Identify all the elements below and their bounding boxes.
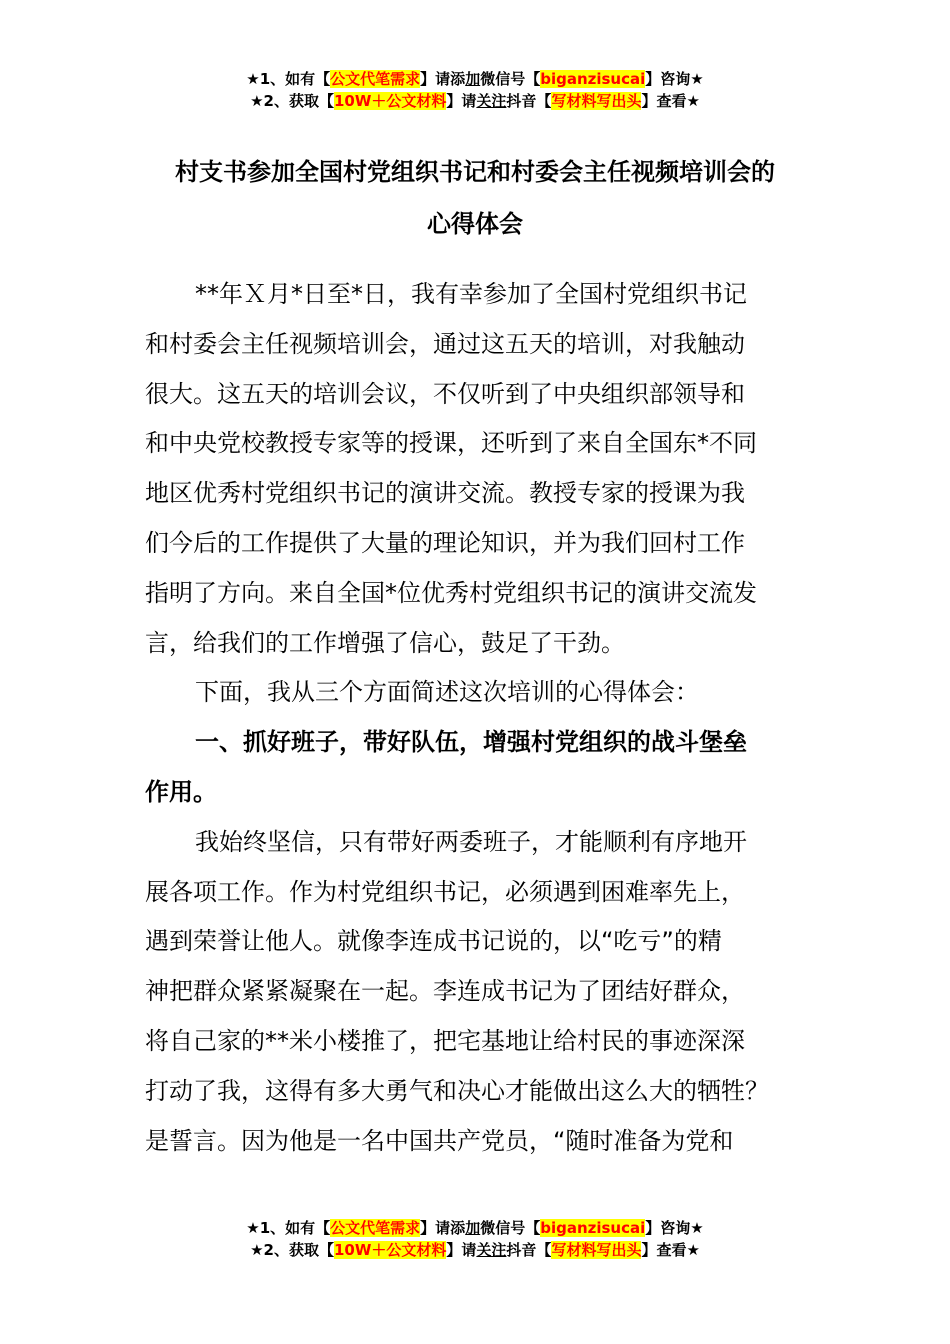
highlight-wechat-id: biganzisucai bbox=[540, 70, 646, 88]
banner-line-2: ★2、获取【10W＋公文材料】请关注抖音【写材料写出头】查看★ bbox=[250, 1241, 700, 1259]
section-heading: 一、抓好班子，带好队伍，增强村党组织的战斗堡垒 bbox=[195, 728, 747, 757]
body-line: 言，给我们的工作增强了信心，鼓足了干劲。 bbox=[145, 628, 625, 657]
section-heading-cont: 作用。 bbox=[145, 777, 217, 806]
title-line-2: 心得体会 bbox=[427, 210, 523, 238]
highlight-service: 公文代笔需求 bbox=[330, 1219, 421, 1237]
footer-banner bbox=[0, 1217, 950, 1261]
document-body bbox=[145, 270, 815, 1166]
body-line: 我始终坚信，只有带好两委班子，才能顺利有序地开 bbox=[195, 827, 747, 856]
banner-line-1: ★1、如有【公文代笔需求】请添加微信号【biganzisucai】咨询★ bbox=[246, 1219, 704, 1237]
body-line: 打动了我，这得有多大勇气和决心才能做出这么大的牺牲？ bbox=[145, 1076, 769, 1105]
highlight-materials: 10W＋公文材料 bbox=[333, 1241, 447, 1259]
body-line: **年Ｘ月*日至*日，我有幸参加了全国村党组织书记 bbox=[195, 280, 747, 308]
highlight-douyin: 写材料写出头 bbox=[551, 1241, 642, 1259]
body-line: 遇到荣誉让他人。就像李连成书记说的，以“吃亏”的精 bbox=[145, 927, 722, 956]
banner-line-2: ★2、获取【10W＋公文材料】请关注抖音【写材料写出头】查看★ bbox=[250, 92, 700, 110]
highlight-materials: 10W＋公文材料 bbox=[333, 92, 447, 110]
body-line: 地区优秀村党组织书记的演讲交流。教授专家的授课为我 bbox=[145, 479, 745, 508]
highlight-douyin: 写材料写出头 bbox=[551, 92, 642, 110]
body-line: 指明了方向。来自全国*位优秀村党组织书记的演讲交流发 bbox=[145, 578, 757, 607]
body-line: 很大。这五天的培训会议，不仅听到了中央组织部领导和 bbox=[145, 379, 745, 408]
body-line: 展各项工作。作为村党组织书记，必须遇到困难率先上， bbox=[145, 877, 745, 906]
banner-line-1: ★1、如有【公文代笔需求】请添加微信号【biganzisucai】咨询★ bbox=[246, 70, 704, 88]
body-line: 下面，我从三个方面简述这次培训的心得体会： bbox=[195, 678, 699, 707]
body-line: 和村委会主任视频培训会，通过这五天的培训，对我触动 bbox=[145, 329, 745, 358]
highlight-service: 公文代笔需求 bbox=[330, 70, 421, 88]
header-banner bbox=[0, 68, 950, 112]
body-line: 是誓言。因为他是一名中国共产党员，“随时准备为党和 bbox=[145, 1126, 734, 1155]
body-line: 们今后的工作提供了大量的理论知识，并为我们回村工作 bbox=[145, 528, 745, 557]
body-line: 神把群众紧紧凝聚在一起。李连成书记为了团结好群众， bbox=[145, 977, 745, 1006]
title-line-1: 村支书参加全国村党组织书记和村委会主任视频培训会的 bbox=[175, 158, 775, 186]
body-line: 将自己家的**米小楼推了，把宅基地让给村民的事迹深深 bbox=[145, 1026, 745, 1055]
body-line: 和中央党校教授专家等的授课，还听到了来自全国东*不同 bbox=[145, 429, 757, 458]
document-title bbox=[145, 146, 805, 250]
highlight-wechat-id: biganzisucai bbox=[540, 1219, 646, 1237]
